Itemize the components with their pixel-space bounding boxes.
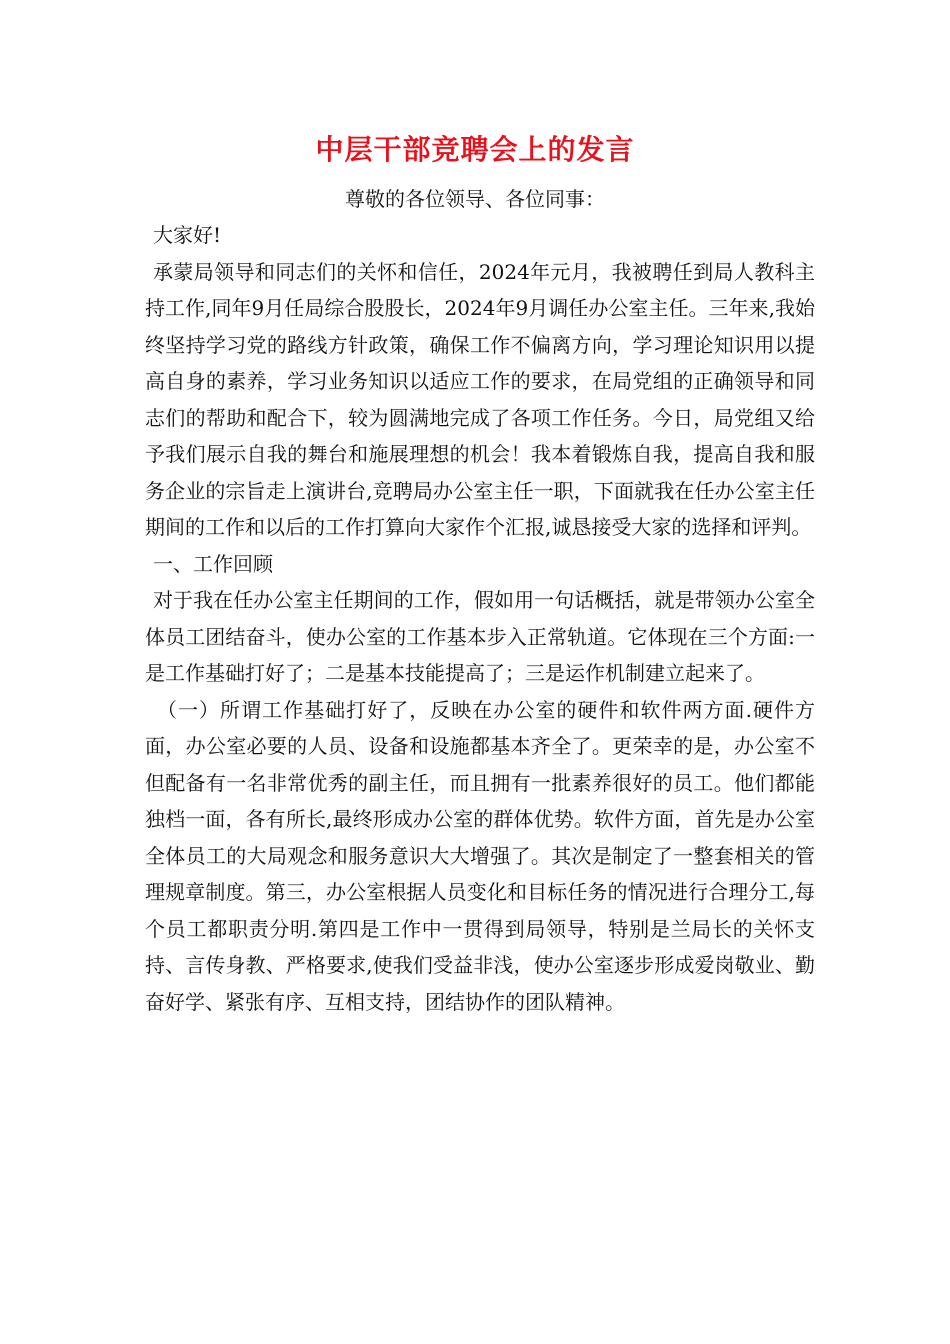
salutation: 尊敬的各位领导、各位同事： — [345, 187, 605, 211]
paragraph-foundation: （一）所谓工作基础打好了，反映在办公室的硬件和软件两方面.硬件方面，办公室必要的人员、设备和设施都基本齐全了。更荣幸的是，办公室不但配备有一名非常优秀的副主任，而且拥有一批素养很好的员工。他们都能独档一面，各有所长,最终形成办公室的群体优势。软件方面，首先是办公室全体员工的大局观念和服务意识大大增强了。其次是制定了一整套相关的管理规章制度。第三，办公室根据人员变化和目标任务的情况进行合理分工,每个员工都职责分明.第四是工作中一贯得到局领导，特别是兰局长的关怀支持、言传身教、严格要求,使我们受益非浅，使办公室逐步形成爱岗敬业、勤奋好学、紧张有序、互相支持，团结协作的团队精神。 — [145, 697, 815, 1014]
document-body — [145, 217, 815, 1020]
paragraph-work-summary: 对于我在任办公室主任期间的工作，假如用一句话概括，就是带领办公室全体员工团结奋斗，使办公室的工作基本步入正常轨道。它体现在三个方面:一是工作基础打好了；二是基本技能提高了；三是运作机制建立起来了。 — [145, 588, 815, 685]
greeting: 大家好! — [153, 223, 222, 247]
page-title: 中层干部竞聘会上的发言 — [315, 133, 635, 166]
section-heading-work-review: 一、工作回顾 — [153, 551, 273, 576]
paragraph-intro: 承蒙局领导和同志们的关怀和信任，2024年元月，我被聘任到局人教科主持工作,同年9月任局综合股股长，2024年9月调任办公室主任。三年来,我始终坚持学习党的路线方针政策，确保工作不偏离方向，学习理论知识用以提高自身的素养，学习业务知识以适应工作的要求，在局党组的正确领导和同志们的帮助和配合下，较为圆满地完成了各项工作任务。今日，局党组又给予我们展示自我的舞台和施展理想的机会！我本着锻炼自我，提高自我和服务企业的宗旨走上演讲台,竞聘局办公室主任一职，下面就我在任办公室主任期间的工作和以后的工作打算向大家作个汇报,诚恳接受大家的选择和评判。 — [145, 259, 815, 539]
